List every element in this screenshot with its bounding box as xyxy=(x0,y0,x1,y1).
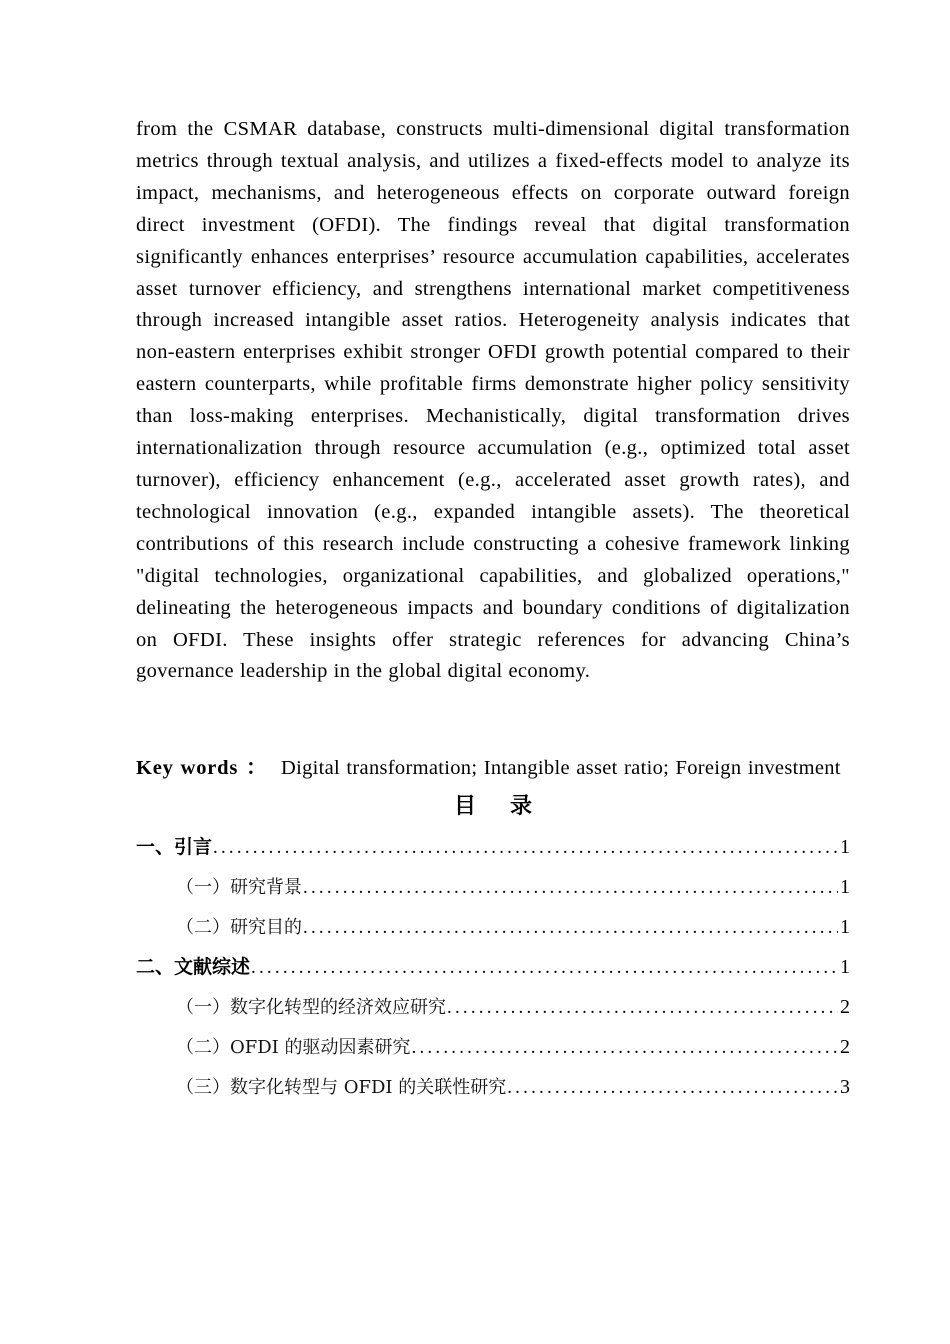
toc-entry-page: 1 xyxy=(840,915,850,938)
toc-leader-dots xyxy=(412,1028,838,1068)
toc-entry-text: （三）数字化转型与 OFDI 的关联性研究 xyxy=(176,1076,507,1098)
toc-entry-text: 二、文献综述 xyxy=(136,955,251,978)
toc-leader-dots xyxy=(251,948,838,988)
toc-entry[interactable] xyxy=(136,947,850,987)
toc-entry-text: 一、引言 xyxy=(136,835,213,858)
toc-entry[interactable] xyxy=(136,827,850,867)
toc-entry[interactable] xyxy=(136,867,850,907)
toc-entry[interactable] xyxy=(136,987,850,1027)
toc-entry-text: （二）研究目的 xyxy=(176,916,302,938)
toc-entry-text: （一）研究背景 xyxy=(176,876,302,898)
table-of-contents xyxy=(136,827,850,1107)
keywords-line xyxy=(136,753,850,785)
keywords-colon: ： xyxy=(246,757,267,780)
abstract-paragraph: from the CSMAR database, constructs multi-dimensional digital transformation metrics through textual analysis, and utilizes a fixed-effects model to analyze its impact, mechanisms, and heterogeneous effects on corporate outward foreign direct investment (OFDI). The findings reveal that digital transformation significantly enhances enterprises’ resource accumulation capabilities, accelerates asset turnover efficiency, and strengthens international market competitiveness through increased intangible asset ratios. Heterogeneity analysis indicates that non-eastern enterprises exhibit stronger OFDI growth potential compared to their eastern counterparts, while profitable firms demonstrate higher policy sensitivity than loss-making enterprises. Mechanistically, digital transformation drives internationalization through resource accumulation (e.g., optimized total asset turnover), efficiency enhancement (e.g., accelerated asset growth rates), and technological innovation (e.g., expanded intangible assets). The theoretical contributions of this research include constructing a cohesive framework linking "digital technologies, organizational capabilities, and globalized operations," delineating the heterogeneous impacts and boundary conditions of digitalization on OFDI. These insights offer strategic references for advancing China’s governance leadership in the global digital economy. xyxy=(136,118,850,683)
toc-entry[interactable] xyxy=(136,1027,850,1067)
toc-entry-page: 2 xyxy=(840,1035,850,1058)
toc-leader-dots xyxy=(303,908,838,948)
keywords-label: Key words xyxy=(136,757,239,780)
toc-title: 目录 xyxy=(453,793,566,819)
toc-entry-page: 1 xyxy=(840,835,850,858)
toc-leader-dots xyxy=(447,988,838,1028)
document-page xyxy=(136,114,850,1107)
toc-entry-page: 1 xyxy=(840,875,850,898)
toc-entry-text: （二）OFDI 的驱动因素研究 xyxy=(176,1036,411,1058)
toc-leader-dots xyxy=(213,828,838,868)
toc-entry-page: 1 xyxy=(840,955,850,978)
toc-entry[interactable] xyxy=(136,1067,850,1107)
toc-entry-page: 3 xyxy=(840,1075,850,1098)
toc-leader-dots xyxy=(303,868,838,908)
toc-leader-dots xyxy=(507,1068,838,1108)
toc-entry[interactable] xyxy=(136,907,850,947)
toc-entry-page: 2 xyxy=(840,995,850,1018)
keywords-text: Digital transformation; Intangible asset ratio; Foreign investment xyxy=(280,757,841,780)
toc-entry-text: （一）数字化转型的经济效应研究 xyxy=(176,996,446,1018)
